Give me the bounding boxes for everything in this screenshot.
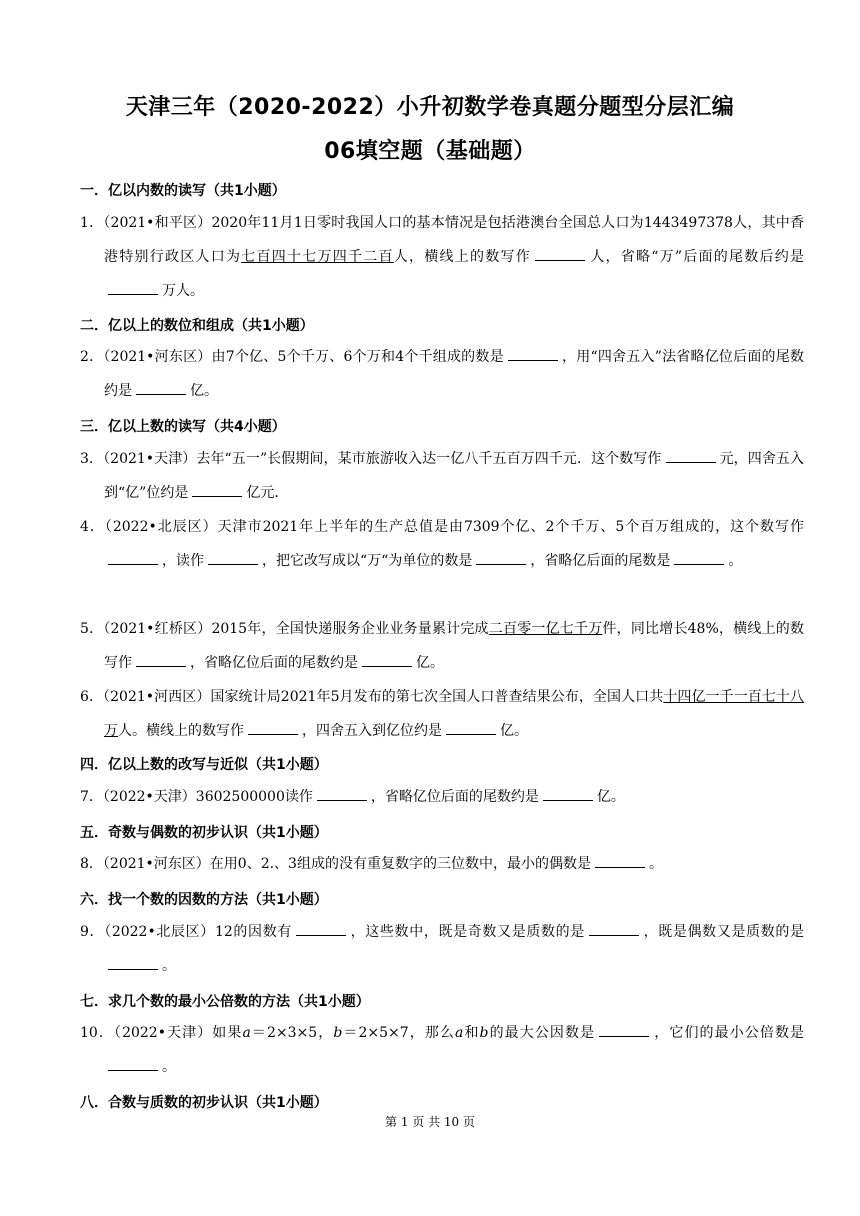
- section-heading-8: 八．合数与质数的初步认识（共1小题）: [80, 1095, 328, 1111]
- q2-text: 2．（2021•河东区）由7个亿、5个千万、6个万和4个千组成的数是: [80, 349, 504, 365]
- question-9: [80, 915, 804, 983]
- q3-text: 元，四舍五入到“亿”位约是: [104, 451, 805, 501]
- q6-text: 人。横线上的数写作: [118, 723, 244, 739]
- document-title: 天津三年（2020-2022）小升初数学卷真题分题型分层汇编: [125, 95, 735, 120]
- answer-blank[interactable]: [535, 248, 585, 261]
- q10-text: 。: [162, 1059, 176, 1075]
- q9-text: ，这些数中，既是奇数又是质数的是: [349, 924, 585, 940]
- section-heading-3: 三．亿以上数的读写（共4小题）: [80, 419, 286, 435]
- section-heading-6: 六．找一个数的因数的方法（共1小题）: [80, 892, 328, 908]
- q10-variable-a: a: [455, 1025, 464, 1041]
- section-heading-1: 一．亿以内数的读写（共1小题）: [80, 183, 286, 199]
- q10-variable-b: b: [479, 1025, 489, 1041]
- section-heading-5: 五．奇数与偶数的初步认识（共1小题）: [80, 825, 328, 841]
- q7-text: ，省略亿位后面的尾数约是: [370, 789, 539, 805]
- q7-text: 亿。: [596, 789, 625, 805]
- answer-blank[interactable]: [192, 484, 242, 497]
- q2-text: ，用“四舍五入”法省略亿位后面的尾数约是: [104, 349, 804, 399]
- q9-text: 。: [162, 958, 176, 974]
- q1-underlined-text: 七百四十七万四千二百: [241, 249, 394, 265]
- q5-text: ，省略亿位后面的尾数约是: [190, 655, 358, 671]
- answer-blank[interactable]: [362, 654, 412, 667]
- q10-text: 的最大公因数是: [488, 1025, 596, 1041]
- answer-blank[interactable]: [248, 722, 298, 735]
- q7-text: 7．（2022•天津）3602500000读作: [80, 789, 313, 805]
- q5-text: 亿。: [416, 655, 444, 671]
- question-2: [80, 340, 804, 408]
- answer-blank[interactable]: [589, 923, 639, 936]
- q1-text: 万人。: [162, 283, 204, 299]
- answer-blank[interactable]: [476, 552, 526, 565]
- q10-text: ＝2×3×5，: [250, 1025, 334, 1041]
- q3-text: 3．（2021•天津）去年“五一”长假期间，某市旅游收入达一亿八千五百万四千元．这个数写作: [80, 451, 662, 467]
- q1-text: 1．（2021•和平区）2020年11月1日零时我国人口的基本情况是包括港澳台全国总人口为1443497378人，其中香港特别行政区人口为: [80, 215, 804, 265]
- answer-blank[interactable]: [108, 552, 158, 565]
- answer-blank[interactable]: [666, 450, 716, 463]
- q2-text: 亿。: [190, 383, 218, 399]
- answer-blank[interactable]: [136, 382, 186, 395]
- section-heading-4: 四．亿以上数的改写与近似（共1小题）: [80, 757, 328, 773]
- q4-text: 4．（2022•北辰区）天津市2021年上半年的生产总值是由7309个亿、2个千万、5个百万组成的，这个数写作: [80, 519, 804, 535]
- q8-text: 。: [648, 856, 663, 872]
- page-footer: 第 1 页 共 10 页: [385, 1115, 475, 1129]
- q10-variable-b: b: [333, 1025, 343, 1041]
- q9-text: 9．（2022•北辰区）12的因数有: [80, 924, 292, 940]
- answer-blank[interactable]: [508, 348, 558, 361]
- answer-blank[interactable]: [599, 1024, 649, 1037]
- answer-blank[interactable]: [136, 654, 186, 667]
- q9-text: ，既是偶数又是质数的是: [642, 924, 805, 940]
- question-7: [80, 780, 804, 814]
- question-8: [80, 847, 804, 881]
- q6-underlined-text: 十四亿一千一百七十八万: [104, 689, 805, 739]
- q4-text: ，把它改写成以“万“为单位的数是: [262, 553, 473, 569]
- answer-blank[interactable]: [674, 552, 724, 565]
- question-6: [80, 680, 804, 748]
- answer-blank[interactable]: [446, 722, 496, 735]
- answer-blank[interactable]: [108, 957, 158, 970]
- q8-text: 8．（2021•河东区）在用0、2.、3组成的没有重复数字的三位数中，最小的偶数是: [80, 856, 591, 872]
- answer-blank[interactable]: [108, 1058, 158, 1071]
- answer-blank[interactable]: [317, 788, 367, 801]
- q5-text: 5．（2021•红桥区）2015年，全国快递服务企业业务量累计完成: [80, 621, 489, 637]
- q6-text: ，四舍五入到亿位约是: [302, 723, 442, 739]
- q6-text: 亿。: [500, 723, 528, 739]
- answer-blank[interactable]: [595, 855, 645, 868]
- answer-blank[interactable]: [208, 552, 258, 565]
- question-10: [80, 1016, 804, 1084]
- q4-text: 。: [728, 553, 743, 569]
- q10-text: ＝2×5×7，那么: [342, 1025, 456, 1041]
- q4-text: ，省略亿后面的尾数是: [530, 553, 671, 569]
- answer-blank[interactable]: [108, 282, 158, 295]
- document-subtitle: 06填空题（基础题）: [324, 139, 536, 164]
- question-5: [80, 612, 804, 680]
- answer-blank[interactable]: [296, 923, 346, 936]
- q3-text: 亿元．: [246, 485, 289, 501]
- question-3: [80, 442, 804, 510]
- question-4: [80, 510, 804, 578]
- q1-text: 人，省略“万”后面的尾数后约是: [588, 249, 804, 265]
- section-heading-7: 七．求几个数的最小公倍数的方法（共1小题）: [80, 994, 370, 1010]
- q4-text: ，读作: [162, 553, 204, 569]
- q10-text: 10．（2022•天津）如果: [80, 1025, 243, 1041]
- q6-text: 6．（2021•河西区）国家统计局2021年5月发布的第七次全国人口普查结果公布，全国人口共: [80, 689, 664, 705]
- q10-variable-a: a: [242, 1025, 251, 1041]
- q10-text: 和: [463, 1025, 480, 1041]
- question-1: [80, 206, 804, 308]
- q1-text: 人，横线上的数写作: [393, 249, 531, 265]
- q5-underlined-text: 二百零一亿七千万: [488, 621, 603, 637]
- q5-text: 件，同比增长48%，横线上的数写作: [104, 621, 805, 671]
- q10-text: ，它们的最小公倍数是: [653, 1025, 805, 1041]
- answer-blank[interactable]: [543, 788, 593, 801]
- section-heading-2: 二．亿以上的数位和组成（共1小题）: [80, 318, 314, 334]
